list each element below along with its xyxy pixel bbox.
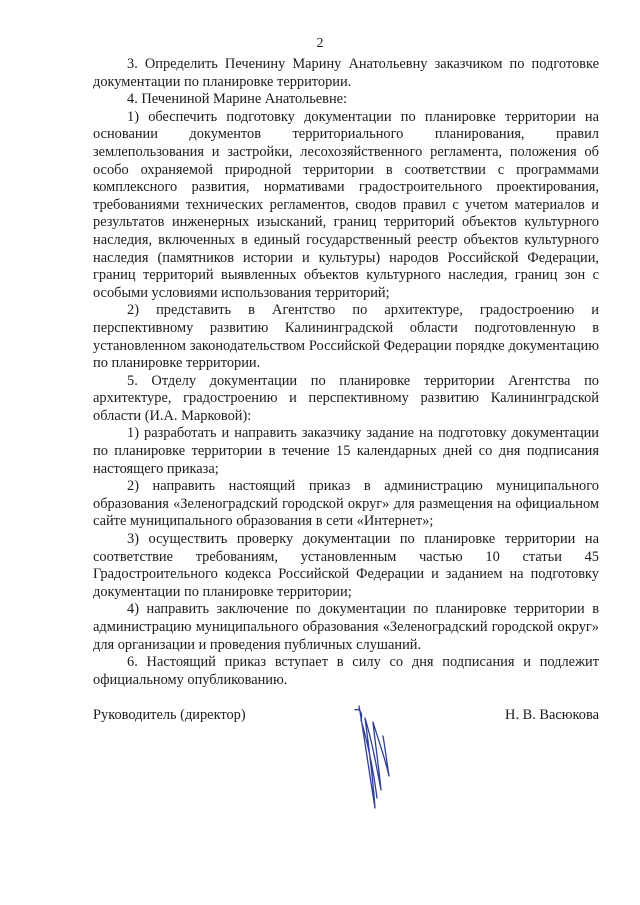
paragraph-item-6: 6. Настоящий приказ вступает в силу со дня подписания и подлежит официальному опубликованию.: [93, 654, 599, 688]
paragraph-item-4: 4. Печениной Марине Анатольевне:: [127, 91, 348, 108]
handwritten-signature: [345, 698, 405, 816]
paragraph-item-3: 3. Определить Печенину Марину Анатольевну заказчиком по подготовке документации по планировке территории.: [93, 56, 599, 90]
signature-stroke: [355, 706, 389, 808]
paragraph-item-5-4: 4) направить заключение по документации по планировке территории в администрацию муниципального образования «Зеленоградский городской округ» для организации и проведения публичных слушаний.: [93, 601, 599, 653]
paragraph-item-5: 5. Отделу документации по планировке территории Агентства по архитектуре, градостроению и перспективному развитию Калининградской области (И.А. Марковой):: [93, 372, 599, 424]
paragraph-item-4-2: 2) представить в Агентство по архитектуре, градостроению и перспективному развитию Калининградской области подготовленную в установленном законодательством Российской Федерации порядке документацию по планировке территории.: [93, 302, 599, 372]
paragraph-item-5-1: 1) разработать и направить заказчику задание на подготовку документации по планировке территории в течение 15 календарных дней со дня подписания настоящего приказа;: [93, 425, 599, 477]
page-number: 2: [316, 36, 324, 51]
signer-title: Руководитель (директор): [93, 707, 246, 723]
signer-name: Н. В. Васюкова: [505, 707, 599, 723]
document-body: [93, 56, 599, 689]
paragraph-item-5-3: 3) осуществить проверку документации по планировке территории на соответствие требованиям, установленным частью 10 статьи 45 Градостроительного кодекса Российской Федерации и заданием на подготовку документации по планировке территории;: [93, 531, 599, 600]
paragraph-item-5-2: 2) направить настоящий приказ в администрацию муниципального образования «Зеленоградский городской округ» для размещения на официальном сайте муниципального образования в сети «Интернет»;: [93, 478, 599, 530]
paragraph-item-4-1: 1) обеспечить подготовку документации по планировке территории на основании документов территориального планирования, правил землепользования и застройки, лесохозяйственного регламента, положения об особо охраняемой природной территории в соответствии с программами комплексного развития, нормативами градостроительного проектирования, требованиями технических регламентов, сводов правил с учетом материалов и результатов инженерных изысканий, границ территорий объектов культурного наследия, включенных в единый государственный реестр объектов культурного наследия (памятников истории и культуры) народов Российской Федерации, границ территорий выявленных объектов культурного наследия, границ зон с особыми условиями использования территорий;: [93, 108, 599, 301]
